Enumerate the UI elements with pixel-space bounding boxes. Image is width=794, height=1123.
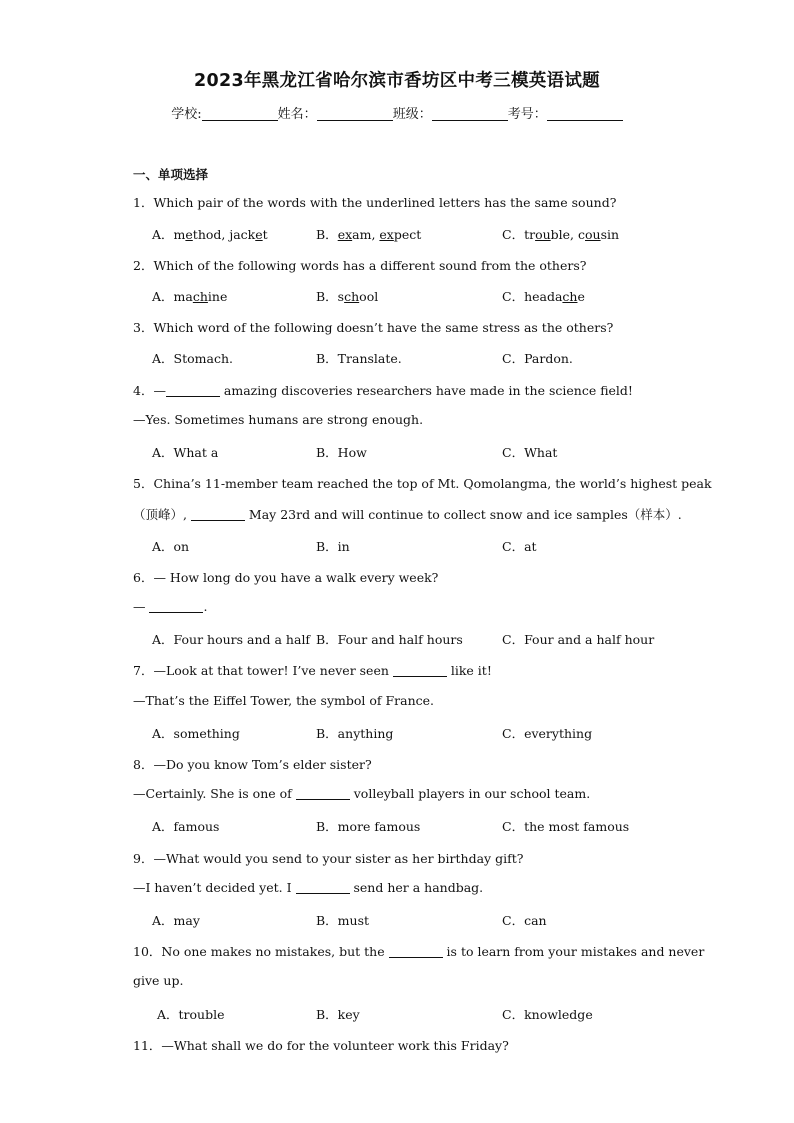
question-6-reply	[133, 599, 207, 614]
q8-option-c[interactable]: C．the most famous	[502, 819, 630, 834]
text: May 23rd and will continue to collect snow and ice samples（样本）.	[244, 507, 682, 522]
q5-option-a[interactable]: A．on	[152, 539, 190, 554]
question-5-cont	[133, 505, 682, 523]
q4-option-c[interactable]: C．What	[502, 445, 558, 460]
class-field[interactable]	[432, 106, 508, 121]
text: thod, jack	[192, 227, 256, 242]
text: —Certainly. She is one of	[133, 786, 296, 801]
text: A．ma	[152, 289, 193, 304]
text: t	[262, 227, 268, 242]
text: pect	[393, 227, 422, 242]
text: 4．—	[133, 383, 166, 398]
underlined-letters: ch	[344, 289, 360, 304]
question-4-reply: —Yes. Sometimes humans are strong enough.	[133, 412, 424, 427]
q2-option-b[interactable]	[316, 287, 378, 305]
underlined-letters: ch	[562, 289, 578, 304]
q6-option-c[interactable]: C．Four and a half hour	[502, 632, 655, 647]
text: B．	[316, 227, 338, 242]
text: ine	[207, 289, 228, 304]
question-8-reply	[133, 786, 590, 801]
underlined-letters: ex	[337, 227, 353, 242]
text: am,	[352, 227, 380, 242]
answer-blank[interactable]	[389, 945, 443, 958]
q2-option-a[interactable]	[152, 287, 227, 305]
q7-option-c[interactable]: C．everything	[502, 726, 593, 741]
q4-option-b[interactable]: B．How	[316, 445, 367, 460]
text: like it!	[446, 663, 492, 678]
q7-option-b[interactable]: B．anything	[316, 726, 394, 741]
text: e	[577, 289, 585, 304]
text: C．tr	[502, 227, 536, 242]
question-7	[133, 661, 492, 679]
underlined-letters: ex	[379, 227, 394, 242]
q1-option-b[interactable]	[316, 225, 421, 243]
q6-option-a[interactable]: A．Four hours and a half	[152, 632, 311, 647]
q10-option-a[interactable]: A．trouble	[157, 1007, 225, 1022]
q10-option-b[interactable]: B．key	[316, 1007, 360, 1022]
q9-option-c[interactable]: C．can	[502, 913, 547, 928]
text: A．m	[152, 227, 186, 242]
q8-option-a[interactable]: A．famous	[152, 819, 220, 834]
q2-option-c[interactable]	[502, 287, 585, 305]
q4-option-a[interactable]: A．What a	[152, 445, 219, 460]
q9-option-a[interactable]: A．may	[152, 913, 200, 928]
question-8: 8．—Do you know Tom’s elder sister?	[133, 757, 372, 772]
text: —	[133, 599, 150, 614]
exam-number-field[interactable]	[547, 106, 623, 121]
exam-number-label: 考号：	[507, 107, 547, 122]
answer-blank[interactable]	[191, 508, 245, 521]
question-11: 11．—What shall we do for the volunteer work this Friday?	[133, 1038, 509, 1053]
question-5: 5．China’s 11-member team reached the top of Mt. Qomolangma, the world’s highest peak	[133, 476, 712, 491]
q3-option-c[interactable]: C．Pardon.	[502, 351, 573, 366]
text: （顶峰）,	[133, 507, 191, 522]
question-2: 2．Which of the following words has a different sound from the others?	[133, 258, 587, 273]
underlined-letters: ch	[192, 289, 208, 304]
text: volleyball players in our school team.	[349, 786, 591, 801]
text: send her a handbag.	[349, 880, 484, 895]
page-title: 2023年黑龙江省哈尔滨市香坊区中考三模英语试题	[194, 71, 600, 91]
underlined-letters: ou	[535, 227, 551, 242]
text: —I haven’t decided yet. I	[133, 880, 296, 895]
answer-blank[interactable]	[393, 664, 447, 677]
text: ble, c	[550, 227, 586, 242]
underlined-letters: e	[185, 227, 193, 242]
q6-option-b[interactable]: B．Four and half hours	[316, 632, 463, 647]
question-10-cont: give up.	[133, 973, 184, 988]
question-9-reply	[133, 880, 483, 895]
text: C．heada	[502, 289, 563, 304]
q1-option-c[interactable]	[502, 225, 619, 243]
name-label: 姓名：	[277, 107, 317, 122]
question-7-reply: —That’s the Eiffel Tower, the symbol of France.	[133, 693, 435, 708]
q8-option-b[interactable]: B．more famous	[316, 819, 421, 834]
underlined-letters: e	[255, 227, 263, 242]
question-4	[133, 381, 633, 399]
text: .	[203, 599, 208, 614]
q5-option-c[interactable]: C．at	[502, 539, 537, 554]
text: sin	[600, 227, 620, 242]
text: 10．No one makes no mistakes, but the	[133, 944, 389, 959]
q5-option-b[interactable]: B．in	[316, 539, 350, 554]
section-title: 一、单项选择	[133, 167, 209, 182]
answer-blank[interactable]	[296, 787, 350, 800]
q3-option-a[interactable]: A．Stomach.	[152, 351, 233, 366]
name-field[interactable]	[317, 106, 393, 121]
q9-option-b[interactable]: B．must	[316, 913, 370, 928]
q3-option-b[interactable]: B．Translate.	[316, 351, 402, 366]
class-label: 班级：	[392, 107, 432, 122]
question-10	[133, 942, 704, 960]
student-info-row	[0, 103, 794, 122]
question-9: 9．—What would you send to your sister as her birthday gift?	[133, 851, 524, 866]
question-3: 3．Which word of the following doesn’t have the same stress as the others?	[133, 320, 614, 335]
text: is to learn from your mistakes and never	[442, 944, 705, 959]
school-field[interactable]	[202, 106, 278, 121]
question-6: 6．— How long do you have a walk every week?	[133, 570, 439, 585]
text: ool	[359, 289, 379, 304]
text: 7．—Look at that tower! I’ve never seen	[133, 663, 393, 678]
answer-blank[interactable]	[166, 384, 220, 397]
q10-option-c[interactable]: C．knowledge	[502, 1007, 593, 1022]
q7-option-a[interactable]: A．something	[152, 726, 240, 741]
question-1: 1．Which pair of the words with the underlined letters has the same sound?	[133, 195, 617, 210]
school-label: 学校:	[171, 107, 202, 122]
text: B．s	[316, 289, 345, 304]
text: amazing discoveries researchers have made in the science field!	[219, 383, 633, 398]
answer-blank[interactable]	[149, 600, 203, 613]
q1-option-a[interactable]	[152, 225, 268, 243]
underlined-letters: ou	[585, 227, 601, 242]
answer-blank[interactable]	[296, 881, 350, 894]
